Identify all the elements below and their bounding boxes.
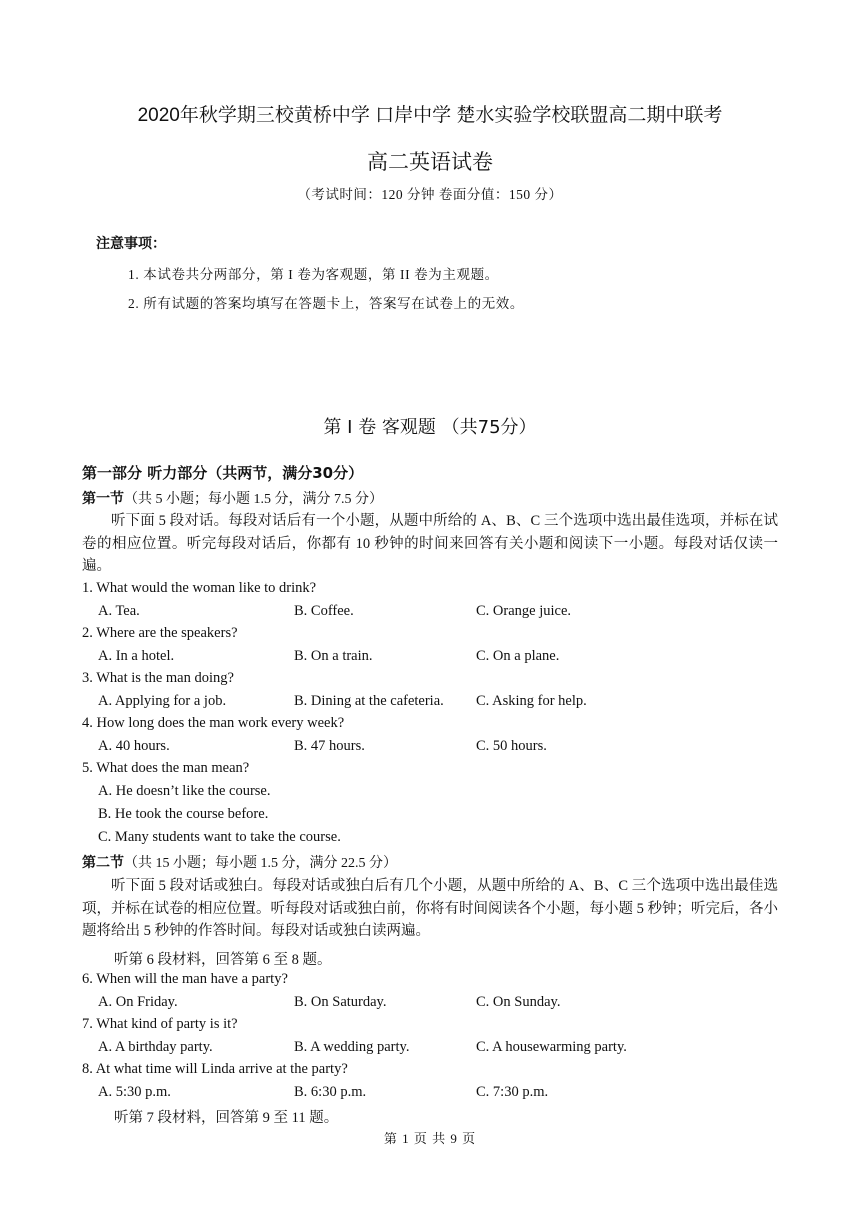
option-a: A. Applying for a job. bbox=[98, 693, 227, 709]
options-row bbox=[98, 994, 798, 1014]
option-b: B. On a train. bbox=[294, 648, 373, 664]
question: 6. When will the man have a party? bbox=[82, 971, 288, 987]
note-item: 1. 本试卷共分两部分，第 I 卷为客观题，第 II 卷为主观题。 bbox=[128, 267, 499, 282]
exam-subject-title: 高二英语试卷 bbox=[367, 150, 493, 174]
option-c: C. 7:30 p.m. bbox=[476, 1084, 549, 1100]
option-a: A. 40 hours. bbox=[98, 738, 170, 754]
option-b: B. Coffee. bbox=[294, 603, 354, 619]
notes-heading: 注意事项： bbox=[96, 236, 166, 252]
question: 7. What kind of party is it? bbox=[82, 1016, 238, 1032]
question: 8. At what time will Linda arrive at the party? bbox=[82, 1061, 348, 1077]
option-c: C. Orange juice. bbox=[476, 603, 572, 619]
option-b: B. He took the course before. bbox=[98, 806, 269, 822]
option-c: C. Asking for help. bbox=[476, 693, 587, 709]
section-label: 第二节 bbox=[82, 855, 124, 871]
material-note: 听第 7 段材料，回答第 9 至 11 题。 bbox=[114, 1110, 339, 1126]
options-row bbox=[98, 738, 798, 758]
options-row bbox=[98, 693, 798, 713]
material-note: 听第 6 段材料，回答第 6 至 8 题。 bbox=[114, 952, 332, 968]
option-b: B. Dining at the cafeteria. bbox=[294, 693, 444, 709]
options-row bbox=[98, 1084, 798, 1104]
option-b: B. 47 hours. bbox=[294, 738, 365, 754]
question: 4. How long does the man work every week? bbox=[82, 715, 345, 731]
question: 5. What does the man mean? bbox=[82, 760, 250, 776]
section-label: 第一节 bbox=[82, 491, 124, 507]
exam-info: （考试时间：120 分钟 卷面分值：150 分） bbox=[297, 187, 563, 202]
option-b: B. 6:30 p.m. bbox=[294, 1084, 367, 1100]
section-heading bbox=[82, 488, 383, 508]
page-footer: 第 1 页 共 9 页 bbox=[383, 1131, 477, 1146]
option-b: B. On Saturday. bbox=[294, 994, 387, 1010]
options-row bbox=[98, 1039, 798, 1059]
options-row bbox=[98, 603, 798, 623]
option-c: C. On Sunday. bbox=[476, 994, 561, 1010]
section-heading bbox=[82, 852, 397, 872]
part-heading: 第一部分 听力部分（共两节，满分30分） bbox=[82, 464, 364, 482]
option-c: C. A housewarming party. bbox=[476, 1039, 627, 1055]
option-a: A. He doesn’t like the course. bbox=[98, 783, 271, 799]
option-c: C. Many students want to take the course. bbox=[98, 829, 341, 845]
volume-title: 第 Ⅰ 卷 客观题 （共75分） bbox=[323, 417, 537, 438]
note-item: 2. 所有试题的答案均填写在答题卡上，答案写在试卷上的无效。 bbox=[128, 296, 524, 311]
question: 3. What is the man doing? bbox=[82, 670, 234, 686]
section-info: （共 15 小题；每小题 1.5 分，满分 22.5 分） bbox=[124, 856, 397, 871]
section-instructions: 听下面 5 段对话。每段对话后有一个小题，从题中所给的 A、B、C 三个选项中选出最佳选项，并标在试卷的相应位置。听完每段对话后，你都有 10 秒钟的时间来回答有关小题和阅读下一小题。每段对话仅读一遍。 bbox=[82, 513, 778, 574]
options-row bbox=[98, 648, 798, 668]
option-a: A. 5:30 p.m. bbox=[98, 1084, 171, 1100]
option-a: A. A birthday party. bbox=[98, 1039, 213, 1055]
option-a: A. In a hotel. bbox=[98, 648, 175, 664]
section-instructions: 听下面 5 段对话或独白。每段对话或独白后有几个小题，从题中所给的 A、B、C 三个选项中选出最佳选项，并标在试卷的相应位置。听每段对话或独白前，你将有时间阅读各个小题，每小题 5 秒钟；听完后，各小题将给出 5 秒钟的作答时间。每段对话或独白读两遍。 bbox=[82, 878, 778, 939]
exam-header-title: 2020年秋学期三校黄桥中学 口岸中学 楚水实验学校联盟高二期中联考 bbox=[137, 105, 723, 126]
option-c: C. 50 hours. bbox=[476, 738, 547, 754]
section-info: （共 5 小题；每小题 1.5 分，满分 7.5 分） bbox=[124, 492, 383, 507]
option-a: A. Tea. bbox=[98, 603, 140, 619]
option-a: A. On Friday. bbox=[98, 994, 178, 1010]
option-b: B. A wedding party. bbox=[294, 1039, 410, 1055]
question: 1. What would the woman like to drink? bbox=[82, 580, 317, 596]
option-c: C. On a plane. bbox=[476, 648, 560, 664]
question: 2. Where are the speakers? bbox=[82, 625, 238, 641]
